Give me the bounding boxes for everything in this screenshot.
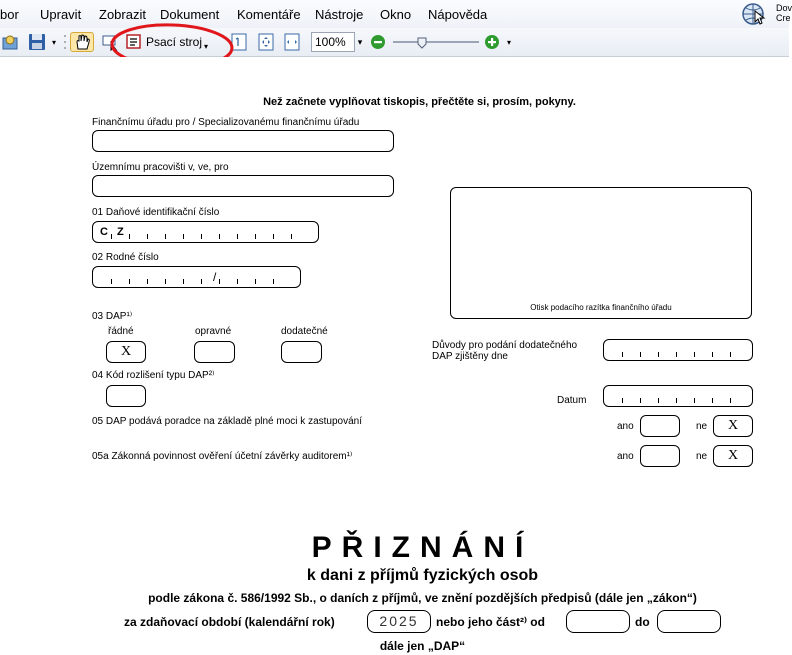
to-label: do (635, 615, 650, 629)
download-label-1: Dov (776, 3, 792, 13)
advisor-no-checkbox[interactable]: X (713, 415, 753, 437)
field-tick (183, 234, 184, 239)
field-tick (730, 398, 731, 403)
zoom-in-icon[interactable] (483, 32, 501, 52)
field-tick (694, 398, 695, 403)
field-tick (183, 279, 184, 284)
menu-zobrazit[interactable]: Zobrazit (99, 7, 146, 22)
stamp-label: Otisk podacího razítka finančního úřadu (530, 303, 672, 312)
date-field[interactable] (603, 385, 753, 407)
advisor-yes-checkbox[interactable] (640, 415, 680, 437)
menu-okno[interactable]: Okno (380, 7, 412, 22)
office-label: Finančnímu úřadu pro / Specializovanému finančnímu úřadu (92, 117, 360, 128)
field-tick (273, 234, 274, 239)
dap-opravne-checkbox[interactable] (194, 341, 235, 363)
field-tick (640, 398, 641, 403)
field-tick (111, 279, 112, 284)
branch-field[interactable] (92, 175, 394, 197)
law-text: podle zákona č. 586/1992 Sb., o daních z příjmů, ve znění pozdějších předpisů (dále jen „zákon“) (148, 591, 697, 605)
dap-label: 03 DAP¹⁾ (92, 311, 133, 322)
field-tick (237, 234, 238, 239)
field-tick (676, 398, 677, 403)
dap-dodatecne-checkbox[interactable] (281, 341, 322, 363)
field-tick (219, 234, 220, 239)
birth-number-separator: / (213, 270, 217, 284)
field-tick (676, 352, 677, 357)
field-tick (165, 234, 166, 239)
field-tick (147, 279, 148, 284)
form-title: PŘIZNÁNÍ (311, 531, 534, 564)
menu-upravit[interactable]: Upravit (40, 7, 82, 22)
advisor-label: 05 DAP podává poradce na základě plné moci k zastupování (92, 416, 362, 427)
save-dropdown-icon[interactable]: ▾ (51, 37, 56, 47)
date-label: Datum (557, 395, 587, 406)
menu-komentare[interactable]: Komentáře (237, 7, 301, 22)
audit-yes-checkbox[interactable] (640, 445, 680, 467)
field-tick (273, 279, 274, 284)
form-subtitle: k dani z příjmů fyzických osob (306, 567, 539, 584)
year-field[interactable]: 2025 (367, 610, 431, 633)
field-tick (291, 234, 292, 239)
field-tick (622, 352, 623, 357)
field-tick (712, 398, 713, 403)
period-from-field[interactable] (566, 610, 630, 633)
tax-id-prefix-z: Z (117, 226, 124, 238)
zoom-slider-thumb[interactable] (418, 36, 426, 47)
menu-soubor[interactable]: bor (0, 7, 19, 22)
period-to-field[interactable] (657, 610, 721, 633)
typewriter-label: Psací stroj (146, 35, 203, 49)
tax-id-field[interactable] (92, 221, 319, 243)
field-tick (622, 398, 623, 403)
download-label-2: Cre (776, 13, 791, 23)
menu-dokument[interactable]: Dokument (160, 7, 220, 22)
field-tick (165, 279, 166, 284)
part-label: nebo jeho část²⁾ od (436, 615, 545, 629)
code-field[interactable] (106, 385, 146, 407)
field-tick (201, 234, 202, 239)
footer-text: dále jen „DAP“ (379, 639, 466, 653)
field-tick (730, 352, 731, 357)
attach-icon[interactable] (0, 32, 22, 52)
reasons-label-1: Důvody pro podání dodatečného (432, 340, 578, 351)
dap-option-opravne: opravné (195, 326, 232, 337)
menu-nastroje[interactable]: Nástroje (315, 7, 364, 22)
reasons-label-2: DAP zjištěny dne (432, 351, 508, 362)
menu-napoveda[interactable]: Nápověda (428, 7, 488, 22)
field-tick (640, 352, 641, 357)
instruction-text: Než začnete vyplňovat tiskopis, přečtěte si, prosím, pokyny. (263, 96, 576, 108)
code-label: 04 Kód rozlišení typu DAP²⁾ (92, 370, 215, 381)
dap-radne-checkbox[interactable]: X (106, 341, 146, 363)
save-icon[interactable] (26, 32, 48, 52)
advisor-yes-label: ano (617, 421, 634, 432)
birth-number-label: 02 Rodné číslo (92, 252, 159, 263)
dap-option-dodatecne: dodatečné (281, 326, 328, 337)
office-field[interactable] (92, 130, 394, 152)
zoom-out-icon[interactable] (369, 32, 387, 52)
field-tick (129, 234, 130, 239)
fit-width-icon[interactable] (281, 32, 303, 52)
audit-no-label: ne (696, 451, 708, 462)
field-tick (255, 279, 256, 284)
toolbar-grip (62, 32, 68, 52)
field-tick (147, 234, 148, 239)
field-tick (219, 279, 220, 284)
field-tick (712, 352, 713, 357)
field-tick (658, 398, 659, 403)
zoom-dropdown-icon[interactable]: ▾ (357, 36, 363, 47)
audit-no-checkbox[interactable]: X (713, 445, 753, 467)
field-tick (129, 279, 130, 284)
hand-tool-icon[interactable] (70, 32, 94, 52)
dap-option-radne: řádné (108, 326, 134, 337)
tax-id-prefix-c: C (100, 226, 108, 238)
field-tick (694, 352, 695, 357)
tax-form-page (0, 57, 789, 655)
zoom-input[interactable] (311, 32, 355, 52)
advisor-no-label: ne (696, 421, 708, 432)
globe-cursor-icon (741, 2, 767, 26)
branch-label: Územnímu pracovišti v, ve, pro (92, 162, 229, 173)
tax-id-label: 01 Daňové identifikační číslo (92, 207, 220, 218)
toolbar-more-icon[interactable]: ▾ (506, 37, 511, 47)
download-button[interactable] (741, 2, 792, 26)
field-tick (237, 279, 238, 284)
zoom-slider[interactable] (393, 41, 479, 43)
field-tick (201, 279, 202, 284)
fit-page-icon[interactable] (255, 32, 277, 52)
field-tick (255, 234, 256, 239)
audit-yes-label: ano (617, 451, 634, 462)
period-label: za zdaňovací období (kalendářní rok) (124, 615, 335, 629)
zoom-value: 100% (315, 35, 346, 49)
reasons-date-field[interactable] (603, 339, 753, 361)
field-tick (658, 352, 659, 357)
audit-label: 05a Zákonná povinnost ověření účetní závěrky auditorem¹⁾ (92, 451, 353, 462)
field-tick (111, 234, 112, 239)
birth-number-field[interactable] (92, 266, 301, 288)
typewriter-dropdown-icon[interactable]: ▾ (204, 41, 209, 51)
stamp-box (450, 187, 752, 319)
